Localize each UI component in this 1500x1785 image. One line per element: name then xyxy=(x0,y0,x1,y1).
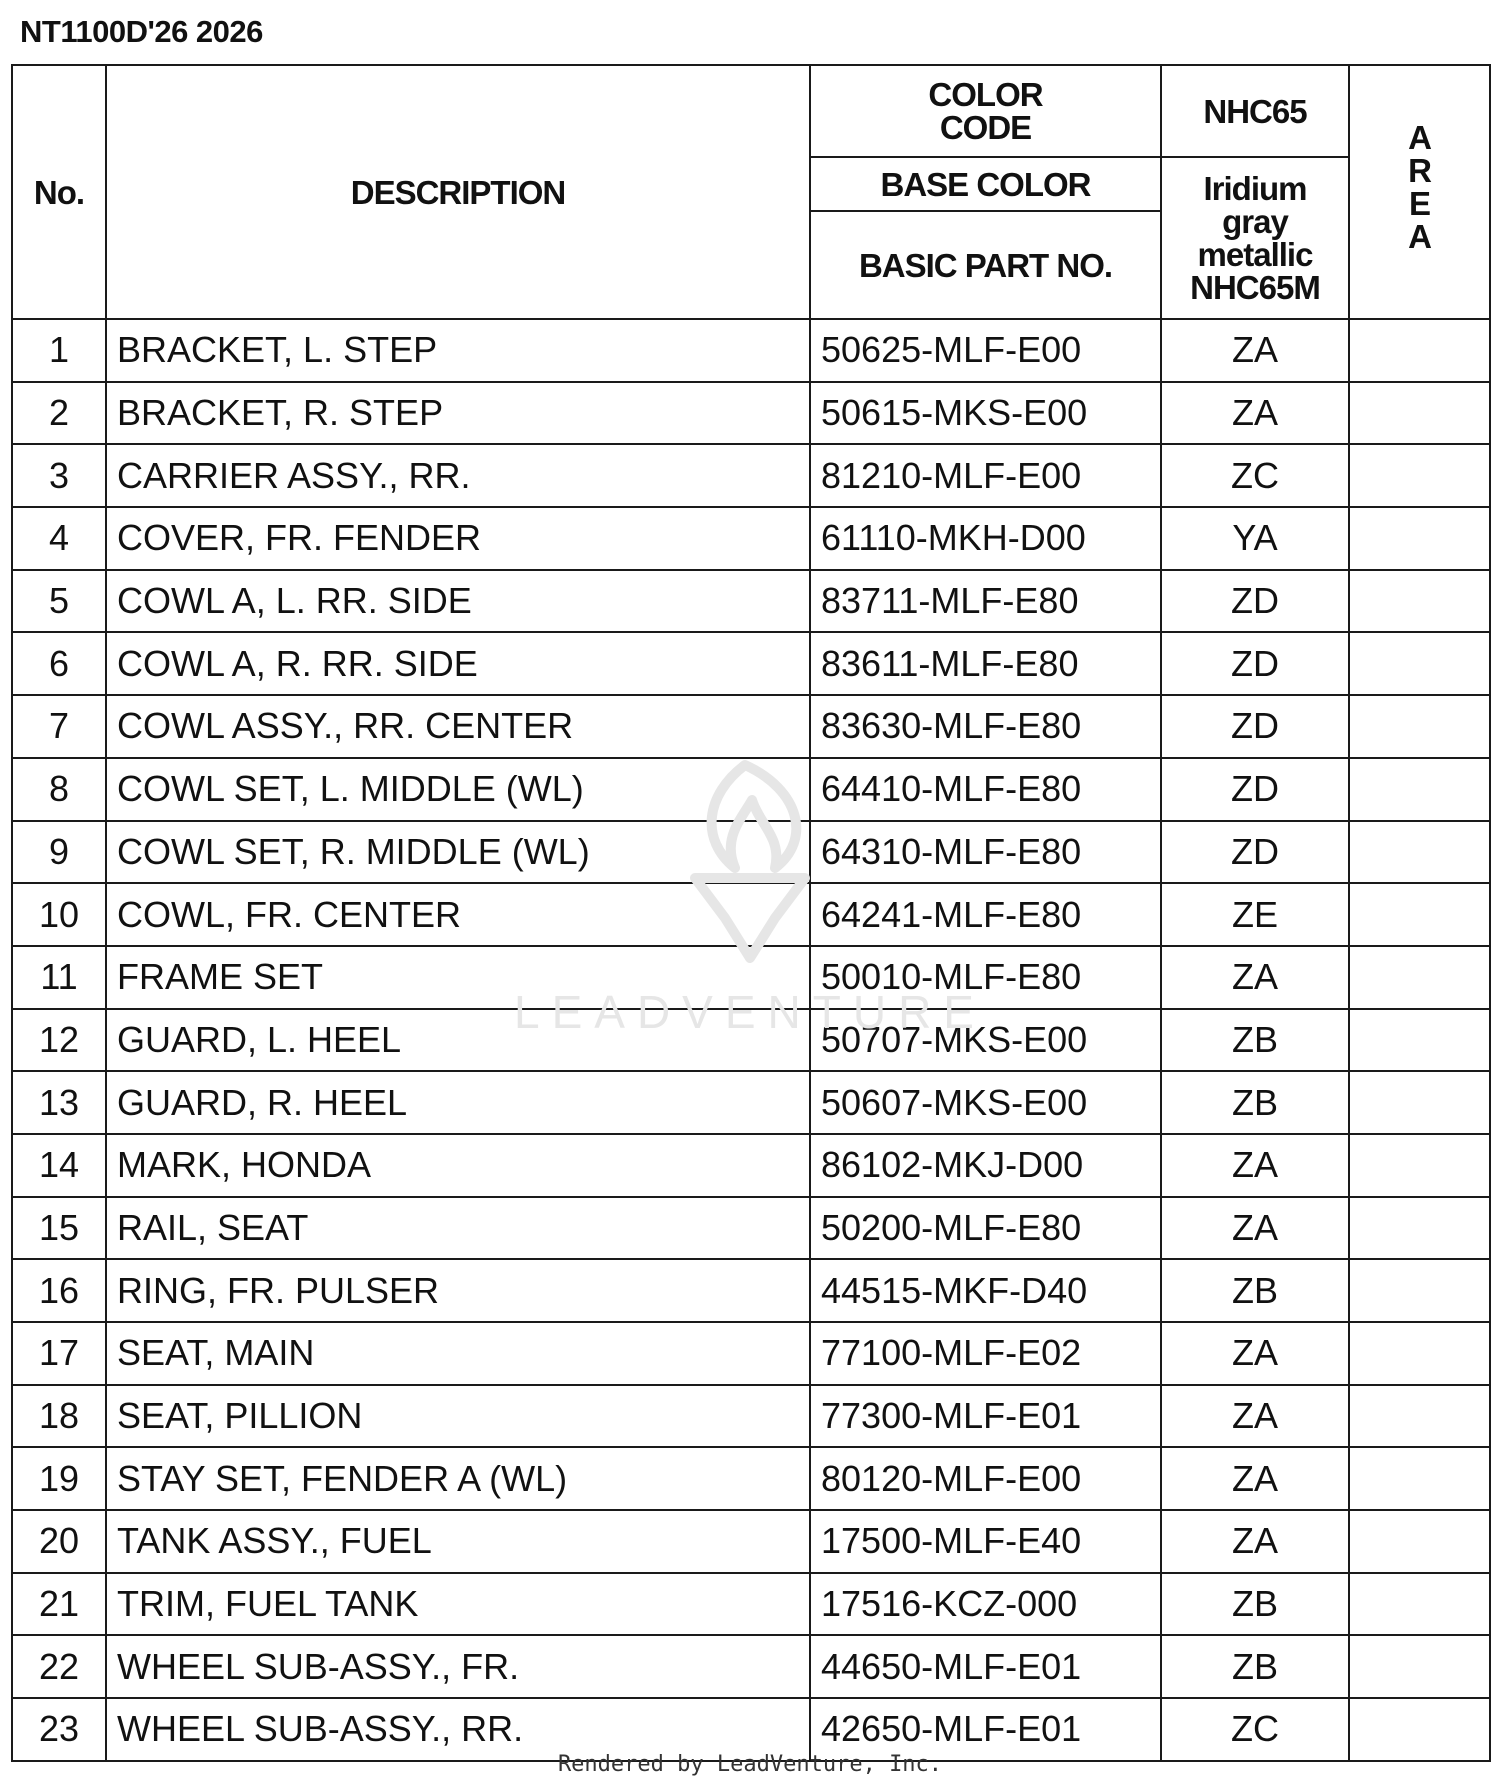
parts-table-body xyxy=(12,319,1490,1761)
cell-no: 5 xyxy=(12,570,106,633)
cell-description: COWL, FR. CENTER xyxy=(106,883,810,946)
cell-no: 22 xyxy=(12,1635,106,1698)
cell-part-no: 50625-MLF-E00 xyxy=(810,319,1161,382)
cell-part-no: 83611-MLF-E80 xyxy=(810,632,1161,695)
cell-area xyxy=(1349,695,1490,758)
cell-part-no: 64241-MLF-E80 xyxy=(810,883,1161,946)
cell-area xyxy=(1349,570,1490,633)
header-nhc65: NHC65 xyxy=(1161,65,1349,157)
cell-area xyxy=(1349,1134,1490,1197)
table-row xyxy=(12,1134,1490,1197)
table-row xyxy=(12,1197,1490,1260)
cell-description: WHEEL SUB-ASSY., RR. xyxy=(106,1698,810,1761)
cell-area xyxy=(1349,1447,1490,1510)
table-row xyxy=(12,382,1490,445)
cell-description: TANK ASSY., FUEL xyxy=(106,1510,810,1573)
cell-no: 13 xyxy=(12,1071,106,1134)
cell-color-code: ZC xyxy=(1161,1698,1349,1761)
cell-part-no: 83711-MLF-E80 xyxy=(810,570,1161,633)
cell-part-no: 17516-KCZ-000 xyxy=(810,1573,1161,1636)
cell-description: FRAME SET xyxy=(106,946,810,1009)
header-base-color-name-line: gray xyxy=(1222,203,1288,240)
cell-part-no: 83630-MLF-E80 xyxy=(810,695,1161,758)
cell-no: 9 xyxy=(12,821,106,884)
cell-part-no: 64310-MLF-E80 xyxy=(810,821,1161,884)
cell-color-code: ZA xyxy=(1161,382,1349,445)
cell-color-code: ZB xyxy=(1161,1071,1349,1134)
cell-area xyxy=(1349,1322,1490,1385)
cell-description: COWL ASSY., RR. CENTER xyxy=(106,695,810,758)
cell-description: BRACKET, R. STEP xyxy=(106,382,810,445)
cell-no: 20 xyxy=(12,1510,106,1573)
table-row xyxy=(12,758,1490,821)
cell-no: 1 xyxy=(12,319,106,382)
watermark-text: LEADVENTURE xyxy=(514,986,986,1038)
cell-color-code: ZA xyxy=(1161,1197,1349,1260)
header-basic-part-no: BASIC PART NO. xyxy=(810,211,1161,319)
cell-color-code: YA xyxy=(1161,507,1349,570)
cell-no: 16 xyxy=(12,1259,106,1322)
cell-description: RING, FR. PULSER xyxy=(106,1259,810,1322)
cell-description: MARK, HONDA xyxy=(106,1134,810,1197)
header-base-color-name xyxy=(1161,157,1349,319)
cell-area xyxy=(1349,821,1490,884)
header-area-letter: R xyxy=(1408,152,1431,189)
cell-area xyxy=(1349,1071,1490,1134)
header-color-code-line2: CODE xyxy=(939,109,1032,146)
cell-color-code: ZD xyxy=(1161,821,1349,884)
cell-color-code: ZA xyxy=(1161,946,1349,1009)
cell-no: 11 xyxy=(12,946,106,1009)
header-area-letter: A xyxy=(1408,119,1431,156)
cell-part-no: 50707-MKS-E00 xyxy=(810,1009,1161,1072)
table-row xyxy=(12,1071,1490,1134)
cell-part-no: 64410-MLF-E80 xyxy=(810,758,1161,821)
cell-no: 2 xyxy=(12,382,106,445)
cell-color-code: ZB xyxy=(1161,1635,1349,1698)
header-area xyxy=(1349,65,1490,319)
cell-no: 7 xyxy=(12,695,106,758)
cell-color-code: ZB xyxy=(1161,1009,1349,1072)
table-row xyxy=(12,1635,1490,1698)
cell-area xyxy=(1349,883,1490,946)
cell-no: 12 xyxy=(12,1009,106,1072)
cell-description: COVER, FR. FENDER xyxy=(106,507,810,570)
table-row xyxy=(12,946,1490,1009)
cell-part-no: 50010-MLF-E80 xyxy=(810,946,1161,1009)
table-row xyxy=(12,1009,1490,1072)
cell-description: SEAT, MAIN xyxy=(106,1322,810,1385)
cell-description: STAY SET, FENDER A (WL) xyxy=(106,1447,810,1510)
header-area-letter: A xyxy=(1408,218,1431,255)
cell-color-code: ZE xyxy=(1161,883,1349,946)
cell-part-no: 50607-MKS-E00 xyxy=(810,1071,1161,1134)
footer-text: Rendered by LeadVenture, Inc. xyxy=(557,1752,943,1777)
cell-part-no: 50200-MLF-E80 xyxy=(810,1197,1161,1260)
cell-area xyxy=(1349,382,1490,445)
header-area-letter: E xyxy=(1408,185,1430,222)
table-row xyxy=(12,883,1490,946)
cell-color-code: ZA xyxy=(1161,1134,1349,1197)
table-row xyxy=(12,1259,1490,1322)
parts-table xyxy=(11,64,1491,1762)
table-row xyxy=(12,821,1490,884)
cell-part-no: 61110-MKH-D00 xyxy=(810,507,1161,570)
cell-part-no: 77300-MLF-E01 xyxy=(810,1385,1161,1448)
header-base-color-name-line: NHC65M xyxy=(1190,269,1320,306)
cell-color-code: ZD xyxy=(1161,695,1349,758)
cell-description: WHEEL SUB-ASSY., FR. xyxy=(106,1635,810,1698)
header-no: No. xyxy=(12,65,106,319)
cell-area xyxy=(1349,319,1490,382)
cell-no: 4 xyxy=(12,507,106,570)
header-base-color: BASE COLOR xyxy=(810,157,1161,211)
table-row xyxy=(12,632,1490,695)
cell-area xyxy=(1349,1573,1490,1636)
cell-area xyxy=(1349,758,1490,821)
cell-color-code: ZD xyxy=(1161,758,1349,821)
cell-part-no: 50615-MKS-E00 xyxy=(810,382,1161,445)
page-title: NT1100D'26 2026 xyxy=(20,14,263,49)
cell-description: COWL SET, R. MIDDLE (WL) xyxy=(106,821,810,884)
cell-area xyxy=(1349,1510,1490,1573)
cell-color-code: ZA xyxy=(1161,1385,1349,1448)
cell-description: COWL A, R. RR. SIDE xyxy=(106,632,810,695)
cell-description: TRIM, FUEL TANK xyxy=(106,1573,810,1636)
cell-area xyxy=(1349,507,1490,570)
table-row xyxy=(12,1385,1490,1448)
cell-color-code: ZA xyxy=(1161,1447,1349,1510)
cell-description: CARRIER ASSY., RR. xyxy=(106,444,810,507)
table-row xyxy=(12,695,1490,758)
table-row xyxy=(12,444,1490,507)
cell-color-code: ZA xyxy=(1161,1322,1349,1385)
table-row xyxy=(12,1573,1490,1636)
cell-area xyxy=(1349,444,1490,507)
cell-description: GUARD, L. HEEL xyxy=(106,1009,810,1072)
cell-color-code: ZC xyxy=(1161,444,1349,507)
cell-description: SEAT, PILLION xyxy=(106,1385,810,1448)
cell-area xyxy=(1349,946,1490,1009)
table-row xyxy=(12,1322,1490,1385)
header-color-code xyxy=(810,65,1161,157)
cell-no: 8 xyxy=(12,758,106,821)
cell-color-code: ZA xyxy=(1161,319,1349,382)
cell-part-no: 77100-MLF-E02 xyxy=(810,1322,1161,1385)
cell-no: 21 xyxy=(12,1573,106,1636)
cell-color-code: ZD xyxy=(1161,570,1349,633)
cell-area xyxy=(1349,1197,1490,1260)
cell-area xyxy=(1349,1635,1490,1698)
cell-no: 17 xyxy=(12,1322,106,1385)
cell-no: 10 xyxy=(12,883,106,946)
cell-area xyxy=(1349,1385,1490,1448)
cell-color-code: ZA xyxy=(1161,1510,1349,1573)
header-color-code-line1: COLOR xyxy=(928,76,1043,113)
cell-no: 15 xyxy=(12,1197,106,1260)
cell-description: BRACKET, L. STEP xyxy=(106,319,810,382)
cell-color-code: ZB xyxy=(1161,1259,1349,1322)
cell-part-no: 80120-MLF-E00 xyxy=(810,1447,1161,1510)
cell-no: 23 xyxy=(12,1698,106,1761)
cell-area xyxy=(1349,632,1490,695)
cell-no: 14 xyxy=(12,1134,106,1197)
cell-part-no: 81210-MLF-E00 xyxy=(810,444,1161,507)
table-row xyxy=(12,319,1490,382)
cell-part-no: 44650-MLF-E01 xyxy=(810,1635,1161,1698)
cell-no: 19 xyxy=(12,1447,106,1510)
table-row xyxy=(12,507,1490,570)
table-row xyxy=(12,570,1490,633)
cell-area xyxy=(1349,1009,1490,1072)
cell-no: 6 xyxy=(12,632,106,695)
cell-color-code: ZD xyxy=(1161,632,1349,695)
header-base-color-name-line: metallic xyxy=(1197,236,1313,273)
parts-table-header xyxy=(12,65,1490,319)
table-row xyxy=(12,1447,1490,1510)
cell-description: COWL A, L. RR. SIDE xyxy=(106,570,810,633)
cell-description: RAIL, SEAT xyxy=(106,1197,810,1260)
cell-part-no: 17500-MLF-E40 xyxy=(810,1510,1161,1573)
cell-no: 18 xyxy=(12,1385,106,1448)
header-base-color-name-line: Iridium xyxy=(1203,170,1307,207)
header-description: DESCRIPTION xyxy=(106,65,810,319)
cell-description: GUARD, R. HEEL xyxy=(106,1071,810,1134)
cell-part-no: 44515-MKF-D40 xyxy=(810,1259,1161,1322)
table-row xyxy=(12,1510,1490,1573)
cell-no: 3 xyxy=(12,444,106,507)
cell-part-no: 42650-MLF-E01 xyxy=(810,1698,1161,1761)
cell-part-no: 86102-MKJ-D00 xyxy=(810,1134,1161,1197)
cell-color-code: ZB xyxy=(1161,1573,1349,1636)
cell-description: COWL SET, L. MIDDLE (WL) xyxy=(106,758,810,821)
cell-area xyxy=(1349,1259,1490,1322)
